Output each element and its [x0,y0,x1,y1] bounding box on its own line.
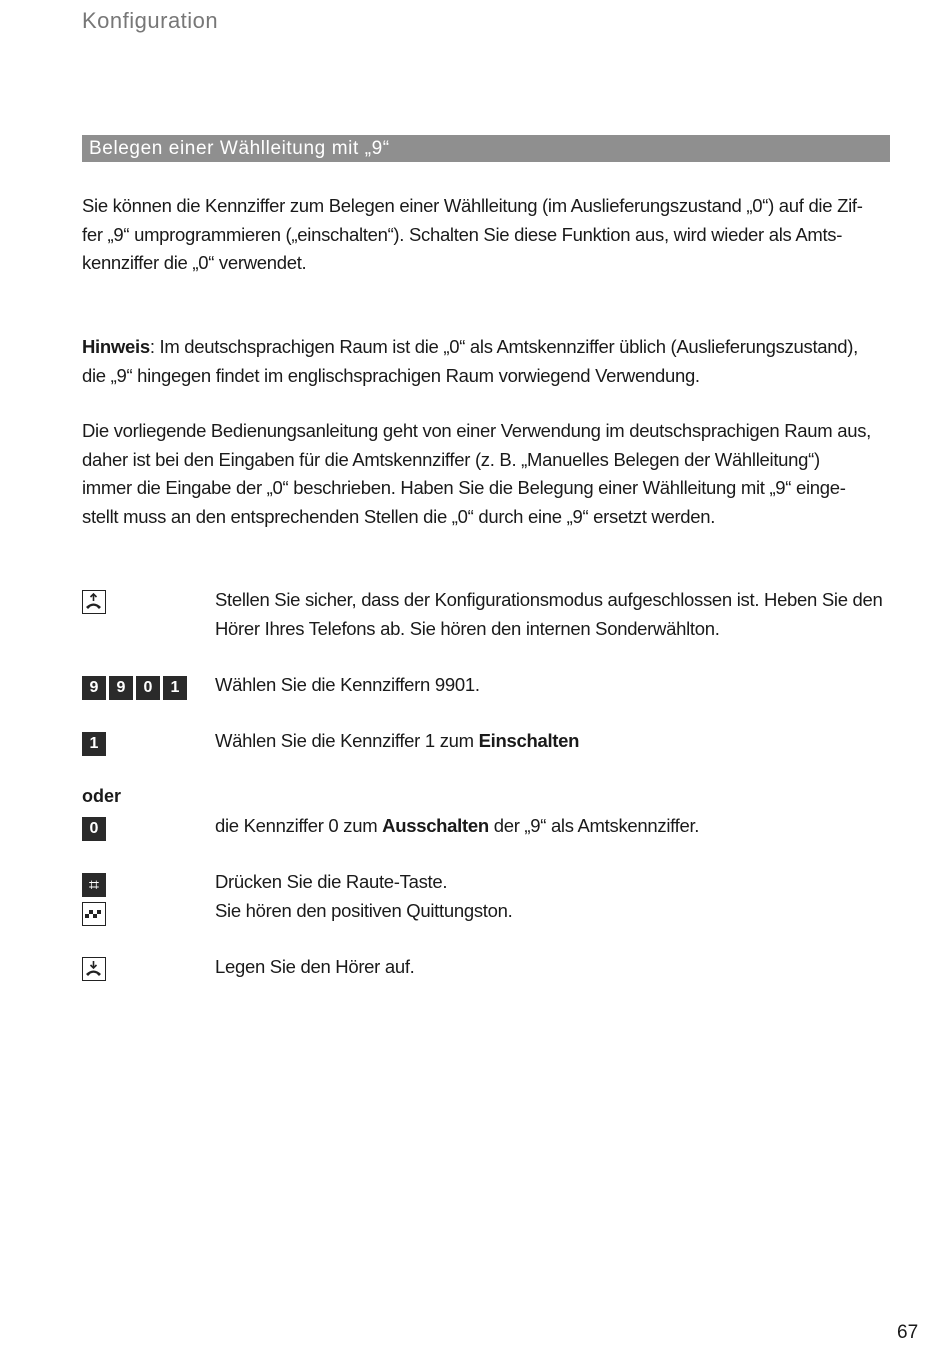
section-title: Belegen einer Wählleitung mit „9“ [82,135,890,162]
handset-lift-icon [82,590,106,614]
note-line: die „9“ hingegen findet im englischsprachigen Raum vorwiegend Verwendung. [82,364,700,386]
hash-key-icon: ⌗ [82,873,106,897]
manual-line: Die vorliegende Bedienungsanleitung geht von einer Verwendung im deutschsprachigen Raum aus, [82,420,871,441]
step-onhook-text: Legen Sie den Hörer auf. [215,956,415,977]
handset-hangup-icon [82,957,106,981]
step-line: Stellen Sie sicher, dass der Konfigurationsmodus aufgeschlossen ist. Heben Sie den [215,589,883,610]
step-line: Hörer Ihres Telefons ab. Sie hören den internen Sonderwählton. [215,617,720,639]
key-1: 1 [82,732,106,756]
note-line [82,333,894,362]
keypad-sequence [82,676,187,700]
note-label: Hinweis [82,336,150,357]
manual-line: immer die Eingabe der „0“ beschrieben. Haben Sie die Belegung einer Wählleitung mit „9“ einge- [82,477,846,498]
step-hash-text [215,868,895,925]
step-disable-pre: die Kennziffer 0 zum [215,815,383,836]
note-text: : Im deutschsprachigen Raum ist die „0“ als Amtskennziffer üblich (Auslieferungszustand), [149,336,858,357]
step-dial-code-text: Wählen Sie die Kennziffern 9901. [215,674,480,695]
intro-line: kennziffer die „0“ verwendet. [82,252,307,273]
step-offhook-text [215,586,895,643]
step-enable-bold: Einschalten [478,730,580,751]
intro-paragraph [82,192,894,278]
key-9: 9 [109,676,133,700]
step-disable-bold: Ausschalten [382,815,489,836]
oder-label: oder [82,786,122,806]
step-line: Drücken Sie die Raute-Taste. [215,871,448,892]
step-disable-post: der „9“ als Amtskennziffer. [488,815,700,836]
intro-line: fer „9“ umprogrammieren („einschalten“). Schalten Sie diese Funktion aus, wird wieder als Amts- [82,223,843,245]
key-0: 0 [136,676,160,700]
manual-line: stellt muss an den entsprechenden Stellen die „0“ durch eine „9“ ersetzt werden. [82,505,716,527]
step-line: Sie hören den positiven Quittungston. [215,899,513,921]
key-0: 0 [82,817,106,841]
intro-line: Sie können die Kennziffer zum Belegen einer Wählleitung (im Auslieferungszustand „0“) auf die Zif- [82,195,863,216]
page-header: Konfiguration [82,8,219,33]
step-disable-text [215,812,895,841]
step-enable-pre: Wählen Sie die Kennziffer 1 zum [215,730,479,751]
note-paragraph [82,333,894,390]
key-1: 1 [163,676,187,700]
keypad-sequence [82,732,106,756]
keypad-sequence [82,817,106,841]
keypad-sequence [82,873,106,897]
step-enable-text [215,727,895,756]
manual-line: daher ist bei den Eingaben für die Amtskennziffer (z. B. „Manuelles Belegen der Wählleitung“) [82,448,820,470]
key-9: 9 [82,676,106,700]
confirmation-tone-icon [82,902,106,926]
page-number: 67 [897,1322,919,1343]
manual-paragraph [82,417,894,531]
